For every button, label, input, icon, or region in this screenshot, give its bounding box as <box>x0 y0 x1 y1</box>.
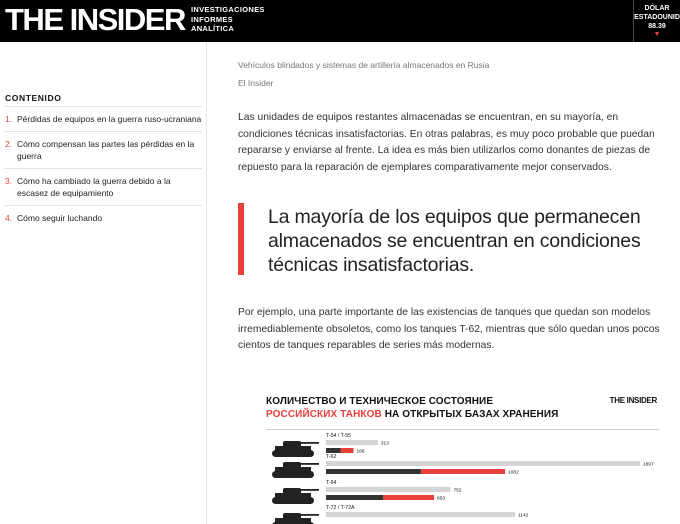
bar-total <box>326 487 450 492</box>
currency-label-country: ESTADOUNID <box>634 14 680 21</box>
bar-subset-red <box>341 448 354 453</box>
pull-quote: La mayoría de los equipos que permanecen almacenados se encuentran en condiciones técnicas insatisfactorias. <box>268 206 641 276</box>
bar-subset-red <box>421 469 505 474</box>
trend-down-icon: ▼ <box>653 31 661 38</box>
toc-label: Pérdidas de equipos en la guerra ruso-ucraniana <box>17 114 202 124</box>
bar-subset-label: 166 <box>356 449 365 455</box>
infographic-title-line-1: КОЛИЧЕСТВО И ТЕХНИЧЕСКОЕ СОСТОЯНИЕ <box>266 396 494 407</box>
tank-model-label: T-62 <box>326 454 337 460</box>
toc-item-3[interactable] <box>5 169 202 206</box>
toc-item-2[interactable] <box>5 132 202 169</box>
currency-rate-widget[interactable] <box>633 0 680 42</box>
toc-label: Cómo ha cambiado la guerra debido a la escasez de equipamiento <box>17 176 171 198</box>
bar-subset-red <box>383 495 434 500</box>
toc-label: Cómo seguir luchando <box>17 213 103 223</box>
infographic-logo: THE INSIDER <box>609 396 657 405</box>
caption-source: El Insider <box>238 78 274 88</box>
toc-title: CONTENIDO <box>5 93 62 103</box>
nav-analytics[interactable]: ANALÍTICA <box>191 24 235 33</box>
quote-accent-bar <box>238 203 244 275</box>
currency-value: 88.39 <box>648 23 666 30</box>
article-paragraph: Las unidades de equipos restantes almacenadas se encuentran, en su mayoría, en condiciones técnicas insatisfactorias. En otras palabras, es muy poco probable que puedan repararse y enviarse al frente. La idea es más bien utilizarlos como donantes de piezas de repuesto para la reparación de ejemplares comparativamente mejor conservados. <box>238 112 655 173</box>
table-of-contents <box>5 106 202 230</box>
toc-item-1[interactable] <box>5 107 202 132</box>
tank-icon <box>272 462 319 478</box>
toc-number: 1. <box>5 114 13 124</box>
sidebar-divider <box>206 42 207 524</box>
toc-number: 4. <box>5 213 13 223</box>
bar-total <box>326 512 515 517</box>
infographic-title-rest: НА ОТКРЫТЫХ БАЗАХ ХРАНЕНИЯ <box>381 409 559 420</box>
bar-subset-dark <box>326 448 341 453</box>
main-nav <box>191 5 265 34</box>
bar-total-label: 1897 <box>642 462 654 468</box>
tank-icon <box>272 488 319 504</box>
toc-number: 3. <box>5 176 13 186</box>
tank-model-label: T-54 / T-55 <box>326 433 351 439</box>
nav-investigations[interactable]: INVESTIGACIONES <box>191 5 265 14</box>
site-logo[interactable]: THE INSIDER <box>5 2 185 37</box>
bar-total <box>326 440 378 445</box>
image-caption <box>238 56 489 92</box>
top-bar <box>0 0 680 42</box>
toc-label: Cómo compensan las partes las pérdidas en la guerra <box>17 139 195 161</box>
tank-bar-chart <box>263 386 662 524</box>
tank-infographic <box>263 386 662 524</box>
bar-total-label: 752 <box>453 488 462 494</box>
tank-model-label: T-64 <box>326 480 337 486</box>
bar-total-label: 1142 <box>518 513 529 519</box>
bar-subset-dark <box>326 469 421 474</box>
toc-number: 2. <box>5 139 13 149</box>
article-paragraph: Por ejemplo, una parte importante de las existencias de tanques que quedan son modelos irremediablemente obsoletos, como los tanques T-62, mientras que sólo quedan unos pocos cientos de tanques reparables de series más modernas. <box>238 307 660 351</box>
infographic-title-highlight: РОССИЙСКИХ ТАНКОВ <box>266 409 382 420</box>
tank-icon <box>272 441 319 457</box>
bar-subset-dark <box>326 495 383 500</box>
tank-model-label: T-72 / T-72A <box>326 505 355 511</box>
currency-label: DÓLAR <box>644 5 670 12</box>
bar-total <box>326 461 640 466</box>
caption-title: Vehículos blindados y sistemas de artillería almacenados en Rusia <box>238 60 490 70</box>
bar-subset-label: 1082 <box>508 470 519 476</box>
toc-item-4[interactable] <box>5 206 202 230</box>
tank-icon <box>272 513 319 524</box>
bar-subset-label: 653 <box>437 496 446 502</box>
nav-reports[interactable]: INFORMES <box>191 14 233 24</box>
bar-total-label: 313 <box>380 441 389 447</box>
